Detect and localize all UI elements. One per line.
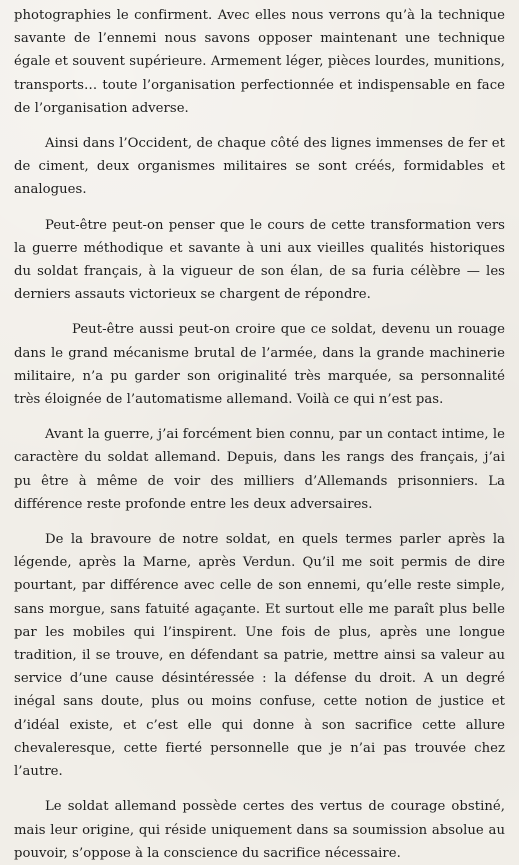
paragraph-bravoure: De la bravoure de notre soldat, en quels termes parler après la légende, après la Marne, après Verdun. Qu’il me soit permis de dire pourtant, par différence avec celle de son ennemi, qu’elle reste simple, sans morgue, sans fatuité agaçante. Et surtout elle me paraît plus belle par les mobiles qui l’inspirent. Une fois de plus, après une longue tradition, il se trouve, en défendant sa patrie, mettre ainsi sa valeur au service d’une cause désintéressée : la défense du droit. A un degré inégal sans doute, plus ou moins confuse, cette notion de justice et d’idéal existe, et c’est elle qui donne à son sacrifice cette allure chevaleresque, cette fierté personnelle que je n’ai pas trouvée chez l’autre. xyxy=(14,532,505,780)
paragraph-soldat-allemand: Le soldat allemand possède certes des vertus de courage obstiné, mais leur origine, qui réside uniquement dans sa soumission absolue au pouvoir, s’oppose à la conscience du sacrifice nécessaire. xyxy=(14,799,505,861)
paragraph-avant-la-guerre: Avant la guerre, j’ai forcément bien connu, par un contact intime, le caractère du soldat allemand. Depuis, dans les rangs des français, j’ai pu être à même de voir des milliers d’Allemands prisonniers. La différence reste profonde entre les deux adversaires. xyxy=(14,427,505,512)
paragraph-continuation: photographies le confirment. Avec elles nous verrons qu’à la technique savante de l’ennemi nous savons opposer maintenant une technique égale et souvent supérieure. Armement léger, pièces lourdes, munitions, transports… toute l’organisation perfectionnée et indispensable en face de l’organisation adverse. xyxy=(14,8,505,116)
paragraph-occident: Ainsi dans l’Occident, de chaque côté des lignes immenses de fer et de ciment, deux organismes militaires se sont créés, formidables et analogues. xyxy=(14,136,505,198)
paragraph-transformation: Peut-être peut-on penser que le cours de cette transformation vers la guerre méthodique et savante à uni aux vieilles qualités historiques du soldat français, à la vigueur de son élan, de sa furia célèbre — les derniers assauts victorieux se chargent de répondre. xyxy=(14,217,505,303)
paragraph-rouage: Peut-être aussi peut-on croire que ce soldat, devenu un rouage dans le grand mécanisme brutal de l’armée, dans la grande machinerie militaire, n’a pu garder son originalité très marquée, sa personnalité très éloignée de l’automatisme allemand. Voilà ce qui n’est pas. xyxy=(14,322,505,408)
